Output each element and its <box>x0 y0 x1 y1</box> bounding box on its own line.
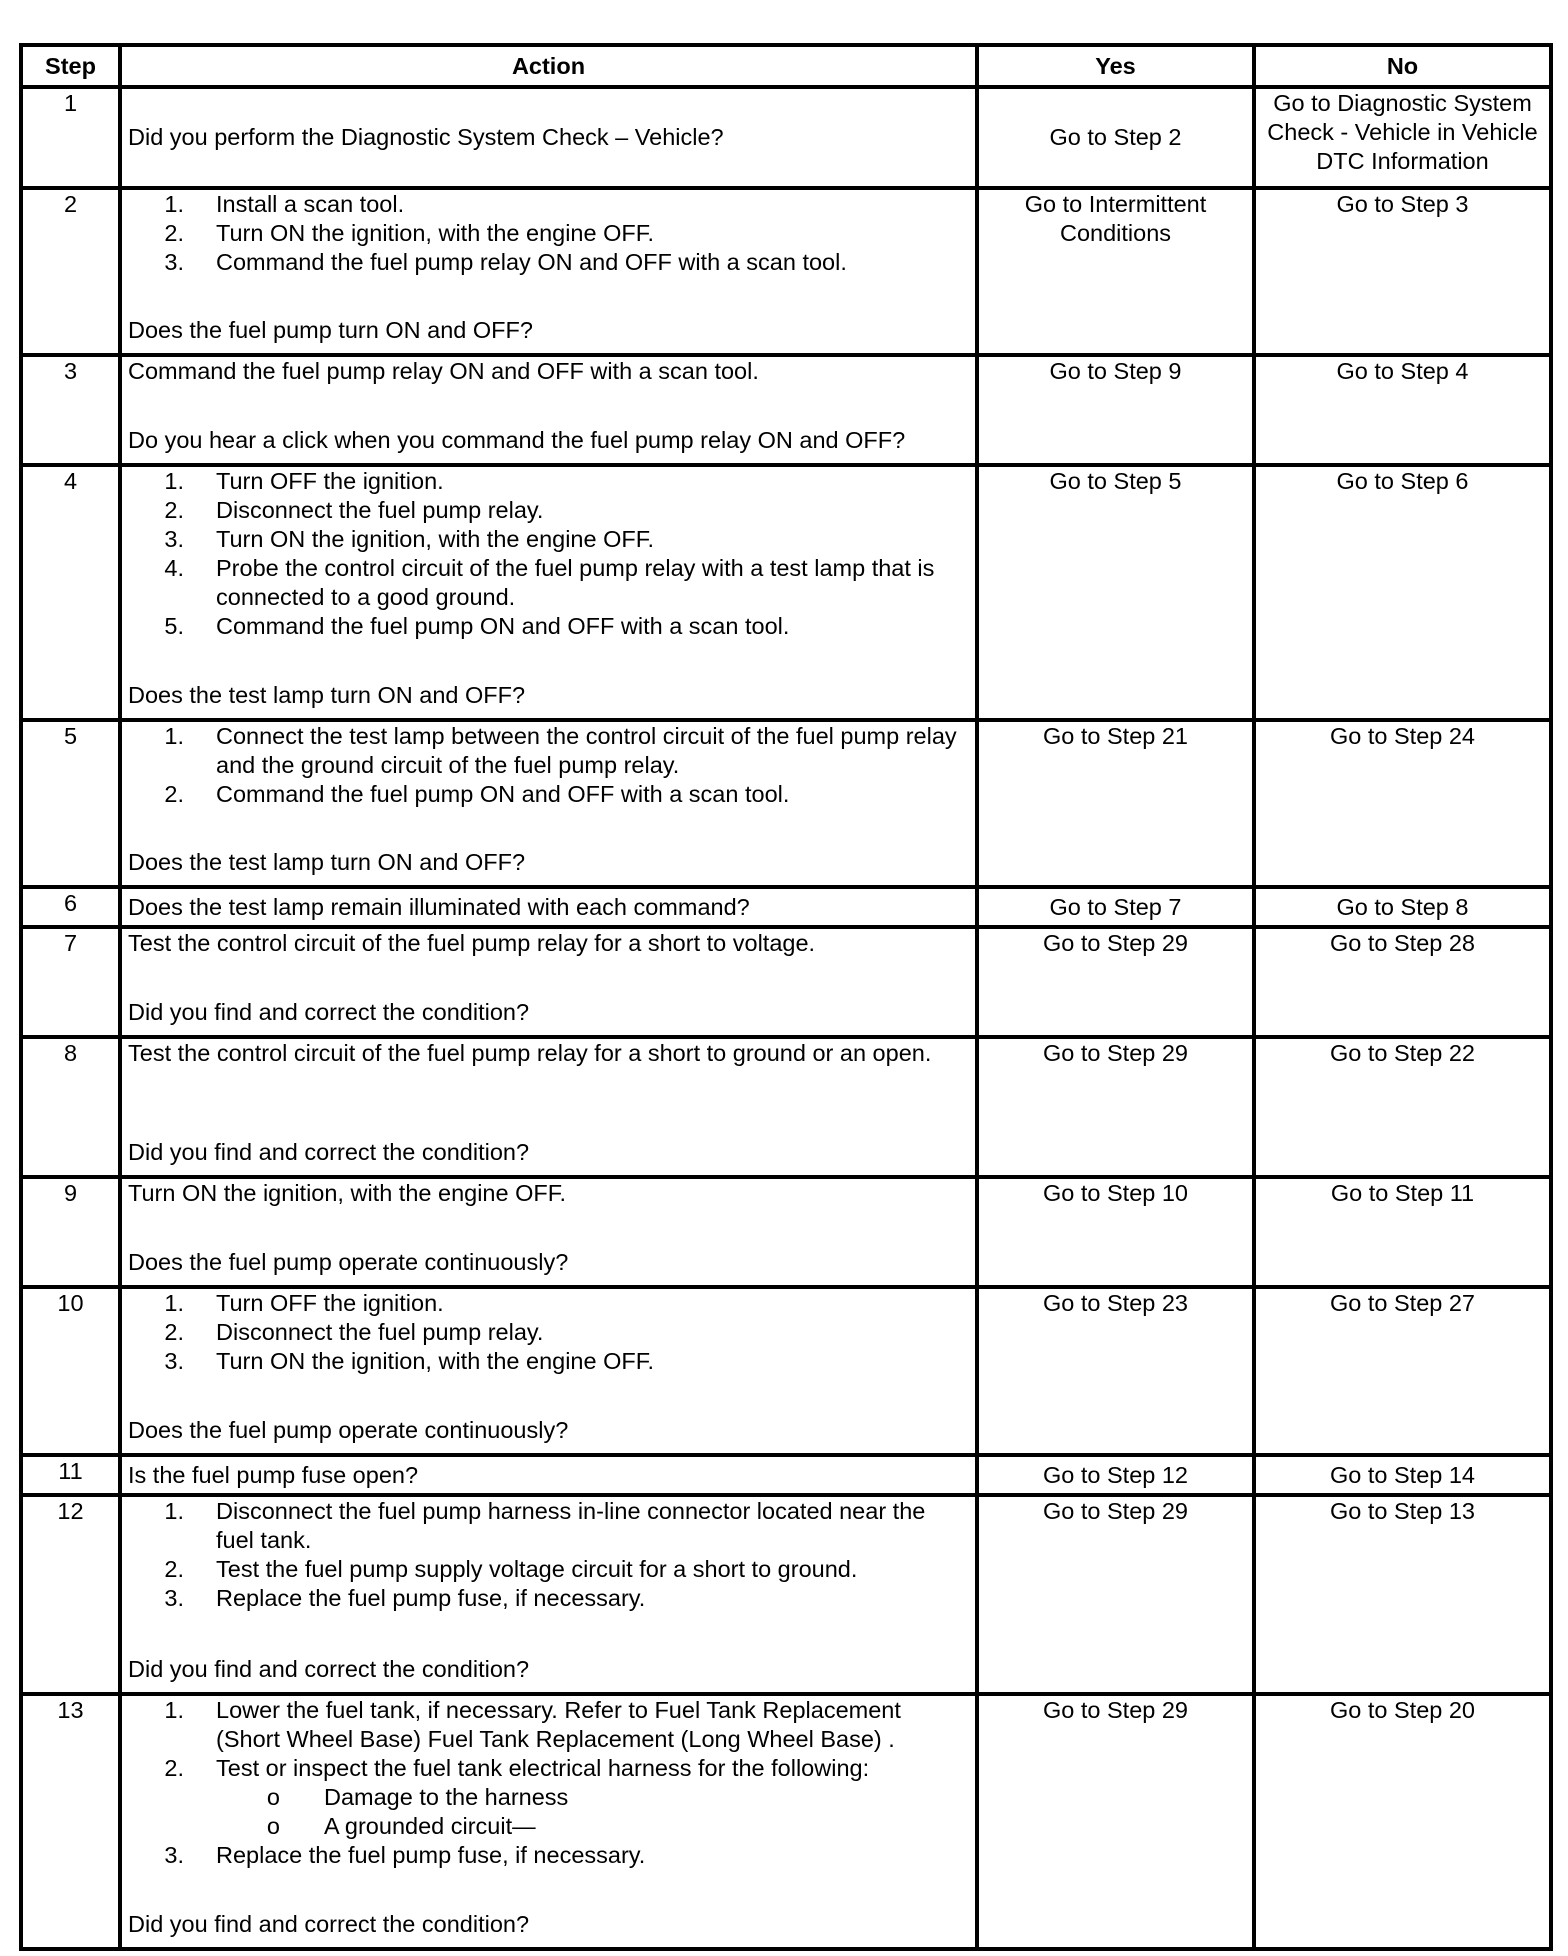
no-result: Go to Step 28 <box>1254 927 1551 1037</box>
procedure-item <box>128 1555 969 1584</box>
procedure-item-number: 3. <box>164 1842 184 1868</box>
procedure-item-text: Turn OFF the ignition. <box>216 1290 444 1316</box>
step-number: 5 <box>21 720 120 887</box>
action-question: Does the fuel pump operate continuously? <box>128 1417 569 1443</box>
action-text: Command the fuel pump relay ON and OFF with a scan tool. <box>128 358 759 384</box>
action-text: Turn ON the ignition, with the engine OFF. <box>128 1180 567 1206</box>
procedure-item-text: Connect the test lamp between the control circuit of the fuel pump relay and the ground circuit of the fuel pump relay. <box>216 723 957 778</box>
step-number: 1 <box>21 87 120 188</box>
procedure-sublist <box>128 1783 969 1841</box>
action-cell <box>120 1694 977 1949</box>
procedure-item <box>128 1497 969 1555</box>
procedure-subitem <box>128 1812 969 1841</box>
procedure-list <box>128 1696 969 1870</box>
procedure-list <box>128 1289 969 1376</box>
procedure-item-text: Turn OFF the ignition. <box>216 468 444 494</box>
procedure-list <box>128 190 969 277</box>
circle-bullet-icon: o <box>266 1784 280 1810</box>
procedure-item-number: 1. <box>164 723 184 749</box>
yes-result: Go to Step 21 <box>977 720 1254 887</box>
procedure-item <box>128 525 969 554</box>
table-row <box>21 887 1551 927</box>
procedure-item-number: 1. <box>164 468 184 494</box>
table-row <box>21 1287 1551 1455</box>
no-result: Go to Step 27 <box>1254 1287 1551 1455</box>
step-number: 12 <box>21 1495 120 1694</box>
no-result: Go to Step 14 <box>1254 1455 1551 1495</box>
step-number: 11 <box>21 1455 120 1495</box>
table-body <box>21 87 1551 1949</box>
procedure-item-text: Command the fuel pump ON and OFF with a scan tool. <box>216 781 790 807</box>
action-question: Do you hear a click when you command the fuel pump relay ON and OFF? <box>128 427 906 453</box>
yes-result: Go to Step 9 <box>977 355 1254 465</box>
procedure-item-text: Command the fuel pump relay ON and OFF with a scan tool. <box>216 249 847 275</box>
procedure-item-text: Probe the control circuit of the fuel pump relay with a test lamp that is connected to a good ground. <box>216 555 935 610</box>
procedure-item-text: Command the fuel pump ON and OFF with a scan tool. <box>216 613 790 639</box>
yes-result: Go to Step 10 <box>977 1177 1254 1287</box>
step-number: 6 <box>21 887 120 927</box>
no-result: Go to Step 24 <box>1254 720 1551 887</box>
action-cell <box>120 927 977 1037</box>
procedure-item <box>128 1696 969 1754</box>
procedure-item <box>128 780 969 809</box>
procedure-item-number: 3. <box>164 249 184 275</box>
procedure-item-text: Disconnect the fuel pump relay. <box>216 497 544 523</box>
action-cell <box>120 720 977 887</box>
diagnostic-table-sheet <box>19 43 1549 1951</box>
procedure-list <box>128 1497 969 1613</box>
procedure-item-text: Turn ON the ignition, with the engine OFF. <box>216 526 655 552</box>
procedure-item <box>128 1347 969 1376</box>
procedure-item <box>128 190 969 219</box>
procedure-item-number: 2. <box>164 1319 184 1345</box>
step-number: 4 <box>21 465 120 720</box>
procedure-item <box>128 248 969 277</box>
action-text: Did you perform the Diagnostic System Check – Vehicle? <box>128 124 724 150</box>
procedure-item-number: 2. <box>164 220 184 246</box>
action-cell <box>120 465 977 720</box>
table-row <box>21 355 1551 465</box>
procedure-item <box>128 1754 969 1783</box>
table-row <box>21 720 1551 887</box>
no-result: Go to Step 6 <box>1254 465 1551 720</box>
no-result: Go to Diagnostic System Check - Vehicle in Vehicle DTC Information <box>1254 87 1551 188</box>
yes-result: Go to Step 12 <box>977 1455 1254 1495</box>
table-row <box>21 465 1551 720</box>
no-result: Go to Step 11 <box>1254 1177 1551 1287</box>
diagnostic-table <box>19 43 1553 1951</box>
action-question: Did you find and correct the condition? <box>128 1911 530 1937</box>
procedure-item-number: 3. <box>164 526 184 552</box>
step-number: 2 <box>21 188 120 355</box>
table-row <box>21 1455 1551 1495</box>
action-question: Does the fuel pump operate continuously? <box>128 1249 569 1275</box>
procedure-list <box>128 467 969 641</box>
procedure-item-text: Disconnect the fuel pump harness in-line connector located near the fuel tank. <box>216 1498 926 1553</box>
action-cell <box>120 355 977 465</box>
yes-result: Go to Step 29 <box>977 1037 1254 1177</box>
procedure-item-number: 1. <box>164 191 184 217</box>
procedure-item-text: Replace the fuel pump fuse, if necessary. <box>216 1842 646 1868</box>
no-result: Go to Step 20 <box>1254 1694 1551 1949</box>
procedure-item-number: 4. <box>164 555 184 581</box>
action-cell <box>120 87 977 188</box>
procedure-item-number: 5. <box>164 613 184 639</box>
no-result: Go to Step 8 <box>1254 887 1551 927</box>
table-row <box>21 1495 1551 1694</box>
header-step: Step <box>21 45 120 87</box>
action-question: Did you find and correct the condition? <box>128 999 530 1025</box>
procedure-list <box>128 722 969 809</box>
procedure-item-number: 3. <box>164 1348 184 1374</box>
yes-result: Go to Step 29 <box>977 927 1254 1037</box>
procedure-item <box>128 467 969 496</box>
procedure-item <box>128 496 969 525</box>
action-cell <box>120 1287 977 1455</box>
procedure-item-number: 1. <box>164 1498 184 1524</box>
procedure-item <box>128 1841 969 1870</box>
action-cell <box>120 1455 977 1495</box>
step-number: 3 <box>21 355 120 465</box>
table-row <box>21 1177 1551 1287</box>
header-no: No <box>1254 45 1551 87</box>
yes-result: Go to Step 5 <box>977 465 1254 720</box>
procedure-item-number: 2. <box>164 781 184 807</box>
procedure-item-text: Lower the fuel tank, if necessary. Refer to Fuel Tank Replacement (Short Wheel Base) Fuel Tank Replacement (Long Wheel Base) . <box>216 1697 901 1752</box>
yes-result: Go to Step 23 <box>977 1287 1254 1455</box>
circle-bullet-icon: o <box>266 1813 280 1839</box>
no-result: Go to Step 4 <box>1254 355 1551 465</box>
yes-result: Go to Step 2 <box>977 87 1254 188</box>
step-number: 10 <box>21 1287 120 1455</box>
procedure-item-text: Disconnect the fuel pump relay. <box>216 1319 544 1345</box>
table-row <box>21 1037 1551 1177</box>
action-text: Test the control circuit of the fuel pump relay for a short to ground or an open. <box>128 1040 932 1066</box>
procedure-item <box>128 219 969 248</box>
action-question: Did you find and correct the condition? <box>128 1656 530 1682</box>
step-number: 8 <box>21 1037 120 1177</box>
procedure-item-number: 3. <box>164 1585 184 1611</box>
action-question: Did you find and correct the condition? <box>128 1139 530 1165</box>
yes-result: Go to Step 29 <box>977 1694 1254 1949</box>
table-row <box>21 1694 1551 1949</box>
action-cell <box>120 1177 977 1287</box>
step-number: 7 <box>21 927 120 1037</box>
step-number: 13 <box>21 1694 120 1949</box>
action-cell <box>120 188 977 355</box>
action-text: Test the control circuit of the fuel pump relay for a short to voltage. <box>128 930 816 956</box>
procedure-item <box>128 554 969 612</box>
yes-result: Go to Intermittent Conditions <box>977 188 1254 355</box>
header-row <box>21 45 1551 87</box>
action-question: Does the test lamp turn ON and OFF? <box>128 682 526 708</box>
action-cell <box>120 1495 977 1694</box>
no-result: Go to Step 3 <box>1254 188 1551 355</box>
table-row <box>21 188 1551 355</box>
procedure-subitem-text: A grounded circuit— <box>324 1813 536 1839</box>
procedure-item-number: 2. <box>164 1755 184 1781</box>
action-text: Is the fuel pump fuse open? <box>128 1461 419 1488</box>
header-yes: Yes <box>977 45 1254 87</box>
action-cell <box>120 1037 977 1177</box>
procedure-item-text: Turn ON the ignition, with the engine OFF. <box>216 1348 655 1374</box>
procedure-item <box>128 722 969 780</box>
yes-result: Go to Step 7 <box>977 887 1254 927</box>
procedure-item-number: 1. <box>164 1290 184 1316</box>
procedure-item <box>128 1318 969 1347</box>
procedure-item <box>128 612 969 641</box>
procedure-item <box>128 1584 969 1613</box>
procedure-subitem <box>128 1783 969 1812</box>
procedure-item <box>128 1289 969 1318</box>
header-action: Action <box>120 45 977 87</box>
step-number: 9 <box>21 1177 120 1287</box>
action-cell <box>120 887 977 927</box>
action-text: Does the test lamp remain illuminated with each command? <box>128 893 750 920</box>
procedure-item-text: Turn ON the ignition, with the engine OFF. <box>216 220 655 246</box>
action-question: Does the test lamp turn ON and OFF? <box>128 849 526 875</box>
procedure-item-number: 2. <box>164 497 184 523</box>
no-result: Go to Step 13 <box>1254 1495 1551 1694</box>
yes-result: Go to Step 29 <box>977 1495 1254 1694</box>
procedure-item-text: Test the fuel pump supply voltage circuit for a short to ground. <box>216 1556 858 1582</box>
table-row <box>21 927 1551 1037</box>
no-result: Go to Step 22 <box>1254 1037 1551 1177</box>
procedure-item-number: 2. <box>164 1556 184 1582</box>
procedure-item-text: Test or inspect the fuel tank electrical harness for the following: <box>216 1755 870 1781</box>
procedure-item-number: 1. <box>164 1697 184 1723</box>
table-row <box>21 87 1551 188</box>
action-question: Does the fuel pump turn ON and OFF? <box>128 317 533 343</box>
procedure-subitem-text: Damage to the harness <box>324 1784 569 1810</box>
procedure-item-text: Install a scan tool. <box>216 191 405 217</box>
procedure-item-text: Replace the fuel pump fuse, if necessary. <box>216 1585 646 1611</box>
